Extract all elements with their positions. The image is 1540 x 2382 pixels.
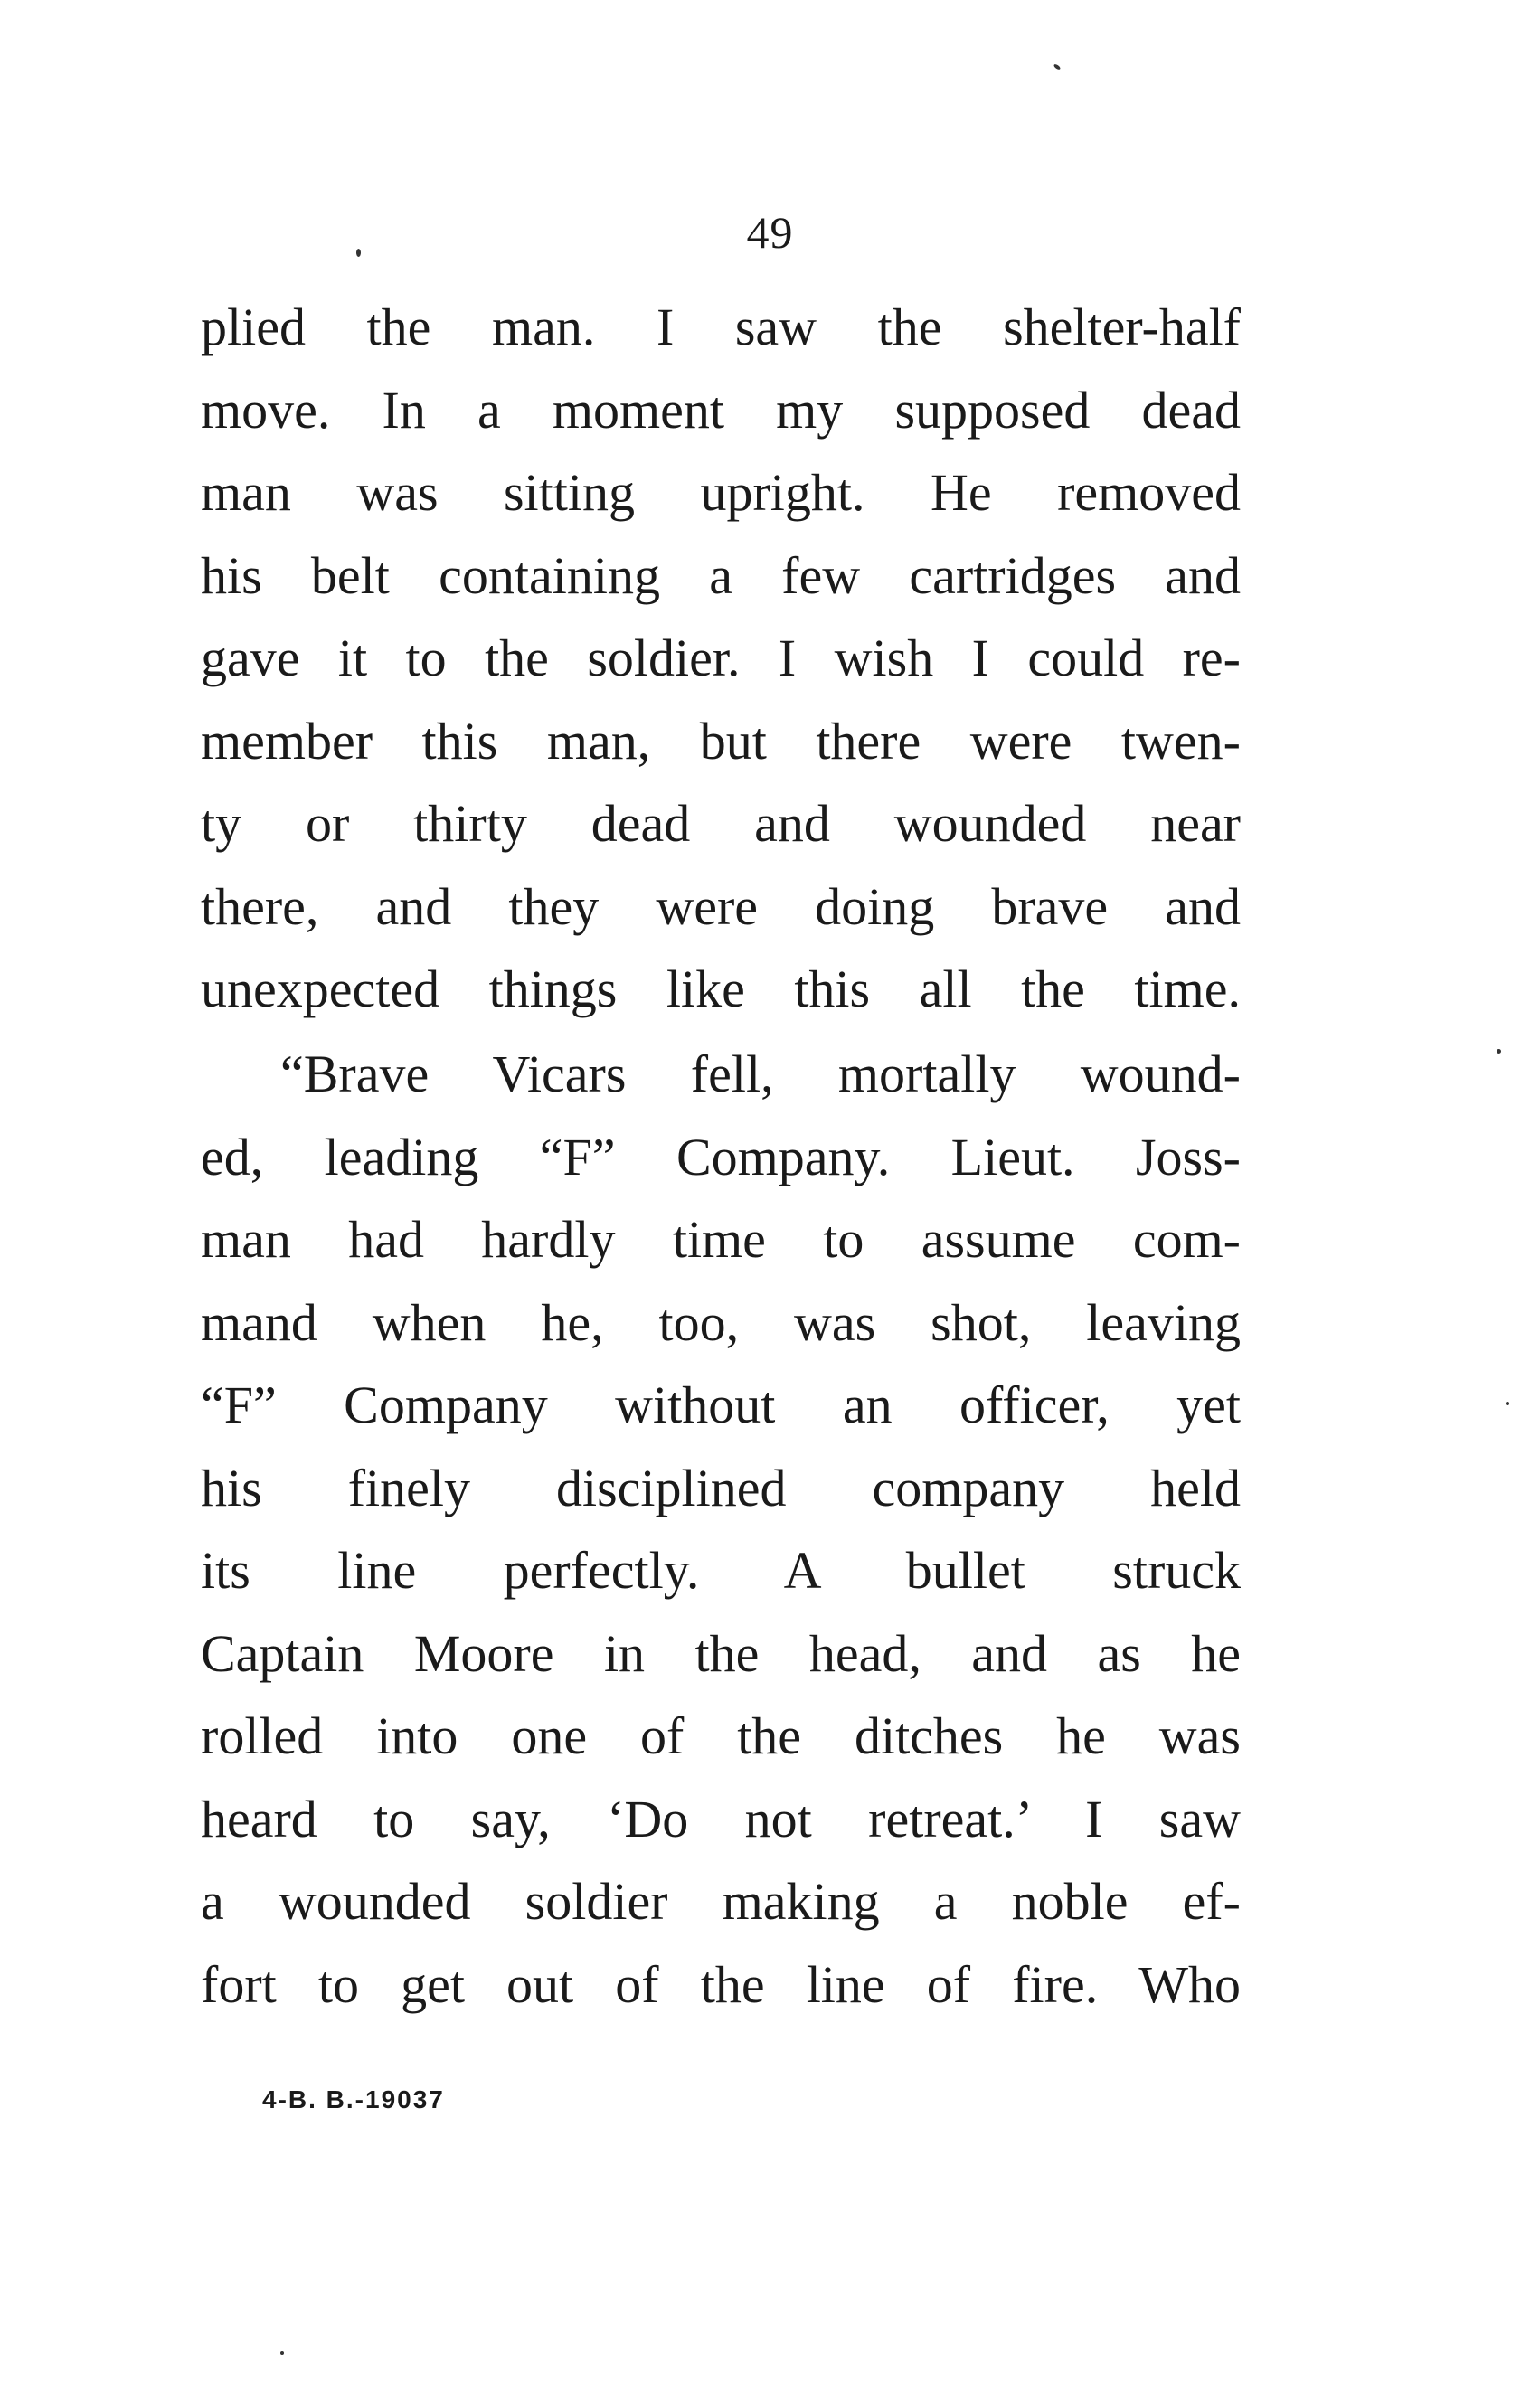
text-line: there, and they were doing brave and bbox=[201, 876, 1241, 936]
text-line: heard to say, ‘Do not retreat.’ I saw bbox=[201, 1789, 1241, 1848]
text-line: rolled into one of the ditches he was bbox=[201, 1706, 1241, 1765]
text-line: his finely disciplined company held bbox=[201, 1458, 1241, 1517]
text-line: Captain Moore in the head, and as he bbox=[201, 1623, 1241, 1683]
text-line: a wounded soldier making a noble ef- bbox=[201, 1872, 1241, 1931]
page-number: 49 bbox=[746, 207, 794, 258]
scan-speck bbox=[1053, 63, 1062, 71]
text-line: plied the man. I saw the shelter-half bbox=[201, 298, 1241, 356]
text-line: “Brave Vicars fell, mortally wound- bbox=[280, 1044, 1241, 1103]
scan-speck bbox=[280, 2351, 284, 2355]
text-line: man had hardly time to assume com- bbox=[201, 1210, 1241, 1269]
scan-speck bbox=[1506, 1402, 1509, 1405]
text-line: mand when he, too, was shot, leaving bbox=[201, 1292, 1241, 1352]
paragraph-2 bbox=[201, 1033, 1241, 2026]
printer-signature: 4-B. B.-19037 bbox=[262, 2085, 445, 2113]
text-line: member this man, but there were twen- bbox=[201, 711, 1241, 770]
text-line: ty or thirty dead and wounded near bbox=[201, 794, 1241, 853]
text-line: “F” Company without an officer, yet bbox=[201, 1375, 1241, 1434]
scan-speck bbox=[356, 249, 361, 257]
text-line: his belt containing a few cartridges and bbox=[201, 545, 1241, 605]
text-line: move. In a moment my supposed dead bbox=[201, 380, 1241, 440]
text-line: fort to get out of the line of fire. Who bbox=[201, 1954, 1241, 2014]
text-line: man was sitting upright. He removed bbox=[201, 463, 1241, 522]
paragraph-1 bbox=[201, 286, 1241, 1031]
text-line: unexpected things like this all the time. bbox=[201, 959, 1241, 1018]
text-line: gave it to the soldier. I wish I could re- bbox=[201, 629, 1241, 687]
text-line: ed, leading “F” Company. Lieut. Joss- bbox=[201, 1127, 1241, 1186]
scan-speck bbox=[1497, 1049, 1501, 1054]
text-line: its line perfectly. A bullet struck bbox=[201, 1541, 1241, 1600]
